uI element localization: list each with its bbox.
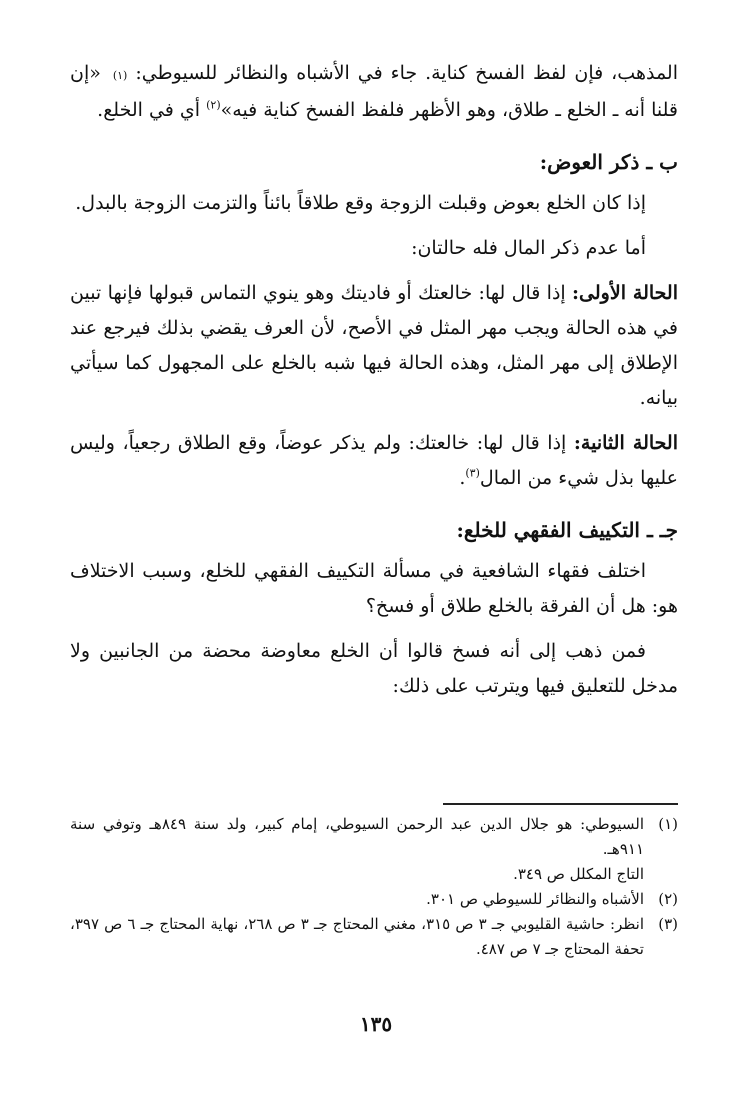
page-number: ١٣٥ bbox=[359, 1012, 393, 1036]
footnote-2-number: (٢) bbox=[658, 890, 678, 908]
footnote-ref-2: (٢) bbox=[206, 98, 221, 112]
footnote-2 bbox=[70, 887, 678, 912]
paragraph-3: أما عدم ذكر المال فله حالتان: bbox=[411, 237, 646, 259]
paragraph-4: اختلف فقهاء الشافعية في مسألة التكييف الفقهي للخلع، وسبب الاختلاف هو: هل أن الفرقة بالخلع طلاق أو فسخ؟ bbox=[70, 560, 678, 617]
case-2-paragraph bbox=[70, 426, 678, 496]
footnote-1-number: (١) bbox=[658, 815, 678, 833]
quote-text: «إن قلنا أنه ـ الخلع ـ طلاق، وهو الأظهر فلفظ الفسخ كناية فيه» bbox=[70, 62, 678, 121]
footnote-3-text: انظر: حاشية القليوبي جـ ٣ ص ٣١٥، مغني المحتاج جـ ٣ ص ٢٦٨، نهاية المحتاج جـ ٦ ص ٣٩٧، تحفة المحتاج جـ ٧ ص ٤٨٧. bbox=[70, 915, 645, 958]
footnotes bbox=[70, 812, 678, 962]
footnote-divider bbox=[443, 803, 678, 805]
paragraph-2: إذا كان الخلع بعوض وقبلت الزوجة وقع طلاقاً بائناً والتزمت الزوجة بالبدل. bbox=[75, 192, 646, 214]
paragraph-1 bbox=[70, 56, 678, 128]
heading-j: جـ ـ التكييف الفقهي للخلع: bbox=[456, 518, 678, 542]
footnote-1 bbox=[70, 812, 678, 862]
page-body bbox=[70, 56, 678, 714]
heading-b: ب ـ ذكر العوض: bbox=[539, 150, 678, 174]
footnote-3-number: (٣) bbox=[658, 915, 678, 933]
footnote-2-text: الأشباه والنظائر للسيوطي ص ٣٠١. bbox=[426, 890, 644, 908]
case-1-label: الحالة الأولى: bbox=[572, 282, 678, 304]
case-1-text: إذا قال لها: خالعتك أو فاديتك وهو ينوي التماس قبولها فإنها تبين في هذه الحالة ويجب مهر المثل في الأصح، لأن العرف يقضي بذلك فيرجع عند الإطلاق إلى مهر المثل، وهذه الحالة فيها شبه بالخلع على المجهول كما سيأتي بيانه. bbox=[70, 282, 678, 409]
case-1-paragraph bbox=[70, 276, 678, 416]
paragraph-1-text: المذهب، فإن لفظ الفسخ كناية. جاء في الأشباه والنظائر للسيوطي: bbox=[135, 62, 678, 84]
paragraph-1-end: أي في الخلع. bbox=[97, 99, 207, 121]
footnote-1-source: التاج المكلل ص ٣٤٩. bbox=[513, 865, 644, 883]
footnote-ref-3: (٣) bbox=[465, 466, 480, 480]
footnote-1-text: السيوطي: هو جلال الدين عبد الرحمن السيوطي، إمام كبير، ولد سنة ٨٤٩هـ وتوفي سنة ٩١١هـ. bbox=[70, 815, 645, 858]
case-2-label: الحالة الثانية: bbox=[573, 432, 678, 454]
paragraph-5: فمن ذهب إلى أنه فسخ قالوا أن الخلع معاوضة محضة من الجانبين ولا مدخل للتعليق فيها ويترتب على ذلك: bbox=[70, 640, 678, 697]
footnote-3 bbox=[70, 912, 678, 962]
case-2-text: إذا قال لها: خالعتك: ولم يذكر عوضاً، وقع الطلاق رجعياً، وليس عليها بذل شيء من المال bbox=[70, 432, 678, 489]
case-2-end: . bbox=[459, 467, 466, 489]
footnote-ref-1: (١) bbox=[112, 69, 128, 82]
